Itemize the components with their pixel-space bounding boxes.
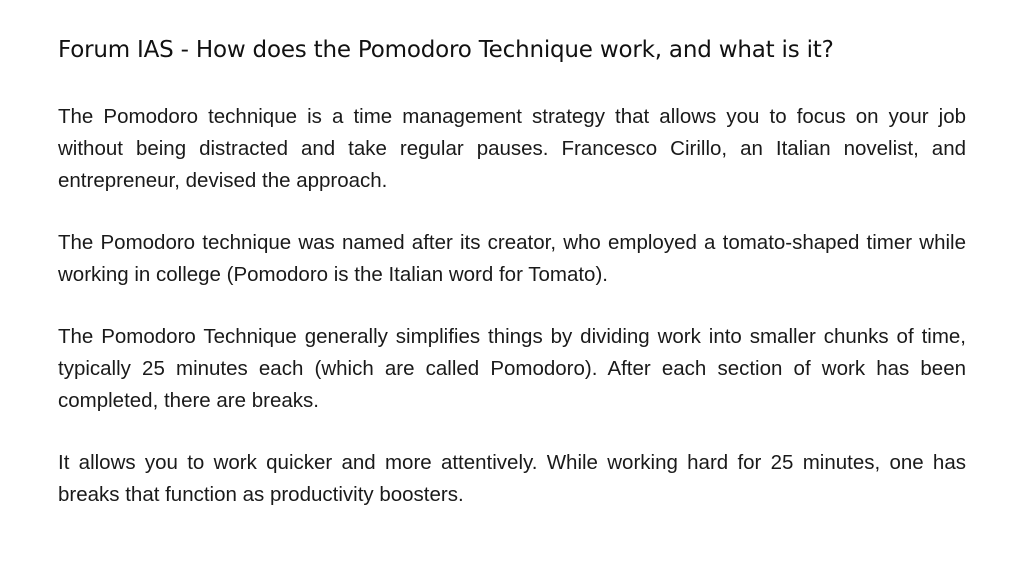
page-title: Forum IAS - How does the Pomodoro Technique work, and what is it? xyxy=(58,37,834,63)
paragraph-name-origin: The Pomodoro technique was named after its creator, who employed a tomato-shaped timer while working in college (Pomodoro is the Italian word for Tomato). xyxy=(58,231,966,286)
article-body xyxy=(58,101,966,511)
paragraph-benefits: It allows you to work quicker and more attentively. While working hard for 25 minutes, one has breaks that function as productivity boosters. xyxy=(58,451,966,506)
paragraph-intro: The Pomodoro technique is a time management strategy that allows you to focus on your job without being distracted and take regular pauses. Francesco Cirillo, an Italian novelist, and entrepreneur, devised the approach. xyxy=(58,105,966,192)
paragraph-method: The Pomodoro Technique generally simplifies things by dividing work into smaller chunks of time, typically 25 minutes each (which are called Pomodoro). After each section of work has been completed, there are breaks. xyxy=(58,325,966,412)
